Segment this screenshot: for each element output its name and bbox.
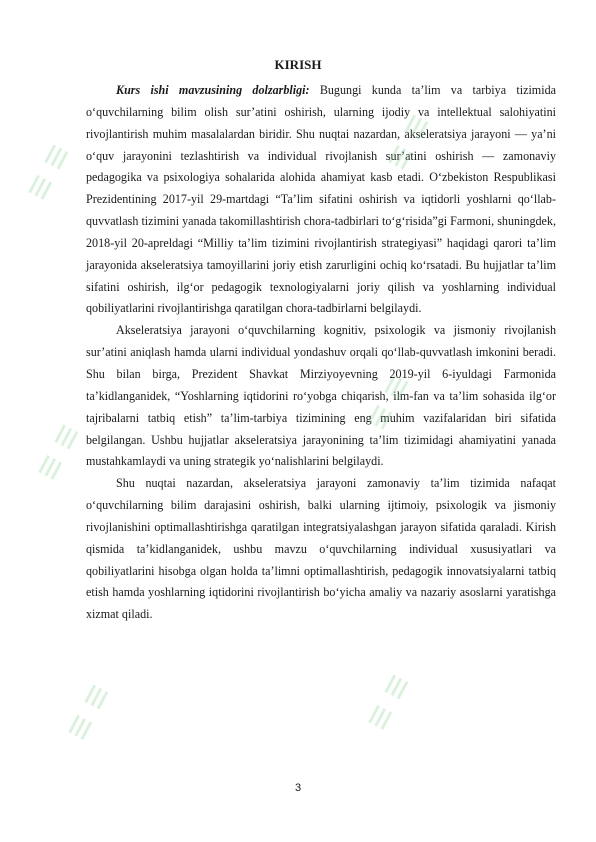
document-body xyxy=(86,80,556,626)
paragraph-1 xyxy=(86,80,556,320)
watermark-mark: ≡ ≡ xyxy=(375,106,442,179)
page-number: 3 xyxy=(294,782,302,794)
watermark-mark: ≡ ≡ xyxy=(15,136,82,209)
paragraph-1-text: Bugungi kunda ta’lim va tarbiya tizimida o‘quvchilarning bilim olish sur’atini oshirish, ularning ijodiy va intellektual salohiyatini rivojlantirish muhim masalalardan biridir. Shu nuqtai nazardan, akseleratsiya jarayoni — ya’ni o‘quv jarayonini tezlashtirish va individual rivojlanish sur’atini oshirish — zamonaviy pedagogika va psixologiya sohalarida alohida ahamiyat kasb etadi. O‘zbekiston Respublikasi Prezidentining 2017-yil 29-martdagi “Ta’lim sifatini oshirish va iqtidorli yoshlarni qo‘llab-quvvatlash tizimini yanada takomillashtirish chora-tadbirlari to‘g‘risida”gi Farmoni, shuningdek, 2018-yil 20-apreldagi “Milliy ta’lim tizimini rivojlantirish strategiyasi” haqidagi qarori ta’lim jarayonida akseleratsiya tamoyillarini joriy etish zarurligini ochiq ko‘rsatadi. Bu hujjatlar ta’lim sifatini oshirish, ilg‘or pedagogik texnologiyalarni joriy qilish va yoshlarning individual qobiliyatlarini rivojlantirishga qaratilgan chora-tadbirlarni belgilaydi. xyxy=(86,83,556,316)
watermark-mark: ≡ ≡ xyxy=(25,416,92,489)
watermark-mark: ≡ ≡ xyxy=(355,666,422,739)
watermark-mark: ≡ ≡ xyxy=(355,366,422,439)
watermark-mark: ≡ ≡ xyxy=(55,676,122,749)
paragraph-2: Akseleratsiya jarayoni o‘quvchilarning kognitiv, psixologik va jismoniy rivojlanish sur’atini aniqlash hamda ularni individual yondashuv orqali qo‘llab-quvvatlash imkonini beradi. Shu bilan birga, Prezident Shavkat Mirziyoyevning 2019-yil 6-iyuldagi Farmonida ta’kidlanganidek, “Yoshlarning iqtidorini ro‘yobga chiqarish, ilm-fan va ta’lim sohasida ilg‘or tajribalarni tatbiq etish” ta’lim-tarbiya tizimining eng muhim vazifalaridan biri sifatida belgilangan. Ushbu hujjatlar akseleratsiya jarayonining ta’lim tizimidagi ahamiyatini yanada mustahkamlaydi va uning strategik yo‘nalishlarini belgilaydi. xyxy=(86,323,556,469)
lead-heading: Kurs ishi mavzusining dolzarbligi: xyxy=(116,83,310,97)
page-title: KIRISH xyxy=(274,57,322,72)
paragraph-3: Shu nuqtai nazardan, akseleratsiya jarayoni zamonaviy ta’lim tizimida nafaqat o‘quvchilarning bilim darajasini oshirish, balki ularning ijtimoiy, psixologik va jismoniy rivojlanishini optimallashtirishga qaratilgan integratsiyalashgan jarayon sifatida qaraladi. Kirish qismida ta’kidlanganidek, ushbu mavzu o‘quvchilarning individual xususiyatlari va qobiliyatlarini hisobga olgan holda ta’limni optimallashtirish, pedagogik innovatsiyalarni tatbiq etish hamda yoshlarning iqtidorini rivojlantirish bo‘yicha amaliy va nazariy asoslarni yaratishga xizmat qiladi. xyxy=(86,476,556,622)
